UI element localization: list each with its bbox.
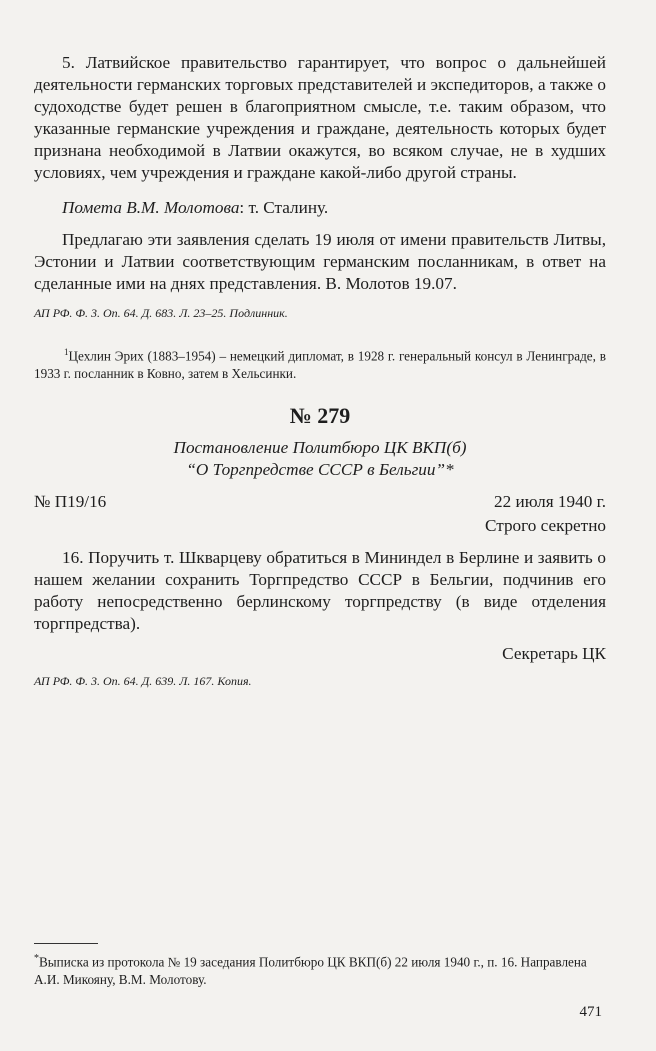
footnote-2-text: Выписка из протокола № 19 заседания Политбюро ЦК ВКП(б) 22 июля 1940 г., п. 16. Направлена А.И. Микояну, В.М. Молотову. [34,954,587,988]
document-number: № 279 [289,403,351,429]
footnote-1 [34,343,606,383]
molotov-note-label: Помета В.М. Молотова [62,198,240,217]
page-content [34,52,606,689]
signature: Секретарь ЦК [502,644,606,664]
archive-source-2: АП РФ. Ф. 3. Оп. 64. Д. 639. Л. 167. Копия. [34,674,252,689]
molotov-note [62,197,606,219]
protocol-number: № П19/16 [34,492,107,512]
footnote-2-mark: * [34,953,39,964]
document-date: 22 июля 1940 г. [494,492,606,512]
page-number: 471 [579,1004,602,1020]
footnote-1-mark: 1 [64,347,69,357]
footnote-divider [34,943,98,944]
molotov-note-text: : т. Сталину. [239,198,329,217]
footnote-1-text: Цехлин Эрих (1883–1954) – немецкий дипломат, в 1928 г. генеральный консул в Ленинграде, в 1933 г. посланник в Ковно, затем в Хельсинки. [34,348,606,382]
archive-source-1: АП РФ. Ф. 3. Оп. 64. Д. 683. Л. 23–25. Подлинник. [34,306,288,320]
paragraph-16: 16. Поручить т. Шкварцеву обратиться в Мининдел в Берлине и заявить о нашем желании сохранить Торгпредство СССР в Бельгии, подчинив его работу непосредственно берлинскому торгпредству (в виде отделения торгпредства). [34,548,606,634]
secrecy-label: Строго секретно [484,516,606,536]
proposal-paragraph: Предлагаю эти заявления сделать 19 июля от имени правительств Литвы, Эстонии и Латвии соответствующим германским посланникам, в ответ на сделанные ими на днях представления. В. Молотов 19.07. [34,230,606,293]
footnote-2 [34,950,606,989]
protocol-row [34,491,606,513]
document-title-line-1: Постановление Политбюро ЦК ВКП(б) [173,438,467,458]
paragraph-5: 5. Латвийское правительство гарантирует, что вопрос о дальнейшей деятельности германских торговых представителей и экспедиторов, а также о судоходстве будет решен в благоприятном смысле, т.е. таким образом, что указанные германские учреждения и граждане, деятельность которых будет признана необходимой в Латвии окажутся, во всяком случае, не в худших условиях, чем учреждения и граждане какой-либо другой страны. [34,53,606,182]
document-title-line-2: “О Торгпредстве СССР в Бельгии”* [186,460,454,480]
